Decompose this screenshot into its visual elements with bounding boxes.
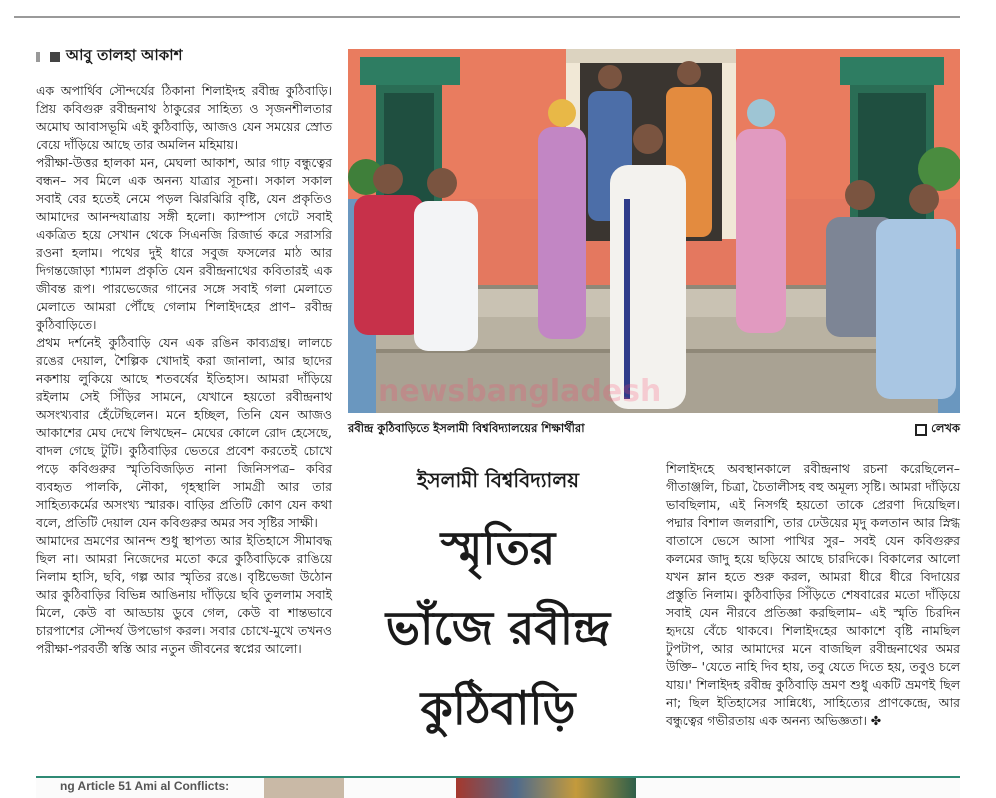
photo-credit xyxy=(915,420,960,439)
paragraph: শিলাইদহে অবস্থানকালে রবীন্দ্রনাথ রচনা করেছিলেন– গীতাঞ্জলি, চিত্রা, চৈতালীসহ বহু অমূল্য সৃষ্টি। আমরা দাঁড়িয়ে ভাবছিলাম, এই নিসর্গই হয়তো তাকে প্রেরণা দিয়েছিল। পদ্মার বিশাল জলরাশি, তার ঢেউয়ের মৃদু কলতান আর স্নিগ্ধ বাতাসে ভেসে আসা পাখির সুর– সবই যেন কবিগুরুর কলমের জাদু হয়ে ছড়িয়ে আছে চারদিকে। বিকালের আলো যখন ম্লান হতে শুরু করল, আমরা ধীরে ধীরে বিদায়ের প্রস্তুতি নিলাম। কুঠিবাড়ির সিঁড়িতে শেষবারের মতো দাঁড়িয়ে সবাই যেন নীরবে প্রতিজ্ঞা করছিলাম– এই স্মৃতি চিরদিন হৃদয়ে বেঁচে থাকবে। শিলাইদহের আকাশে বৃষ্টি নামছিল টুপটাপ, আর আমাদের মনে বাজছিল রবীন্দ্রনাথের অমর উক্তি– 'যেতে নাহি দিব হায়, তবু যেতে দিতে হয়, তবুও চলে যায়।' শিলাইদহ রবীন্দ্র কুঠিবাড়ি ভ্রমণ শুধু একটি ভ্রমণই ছিল না; ছিল ইতিহাসের সান্নিধ্যে, সাহিত্যের প্রাণকেন্দ্রে, আর বন্ধুত্বের গভীরতায় এক অনন্য অভিজ্ঞতা। ✤ xyxy=(666,461,960,728)
headline-line: ভাঁজে রবীন্দ্র xyxy=(385,601,611,655)
byline-square-icon xyxy=(50,52,60,62)
right-column xyxy=(666,460,960,730)
author-name: আবু তালহা আকাশ xyxy=(66,46,183,64)
photo-caption xyxy=(348,420,960,439)
paragraph: পরীক্ষা-উত্তর হালকা মন, মেঘলা আকাশ, আর গাঢ় বন্ধুত্বের বন্ধন– সব মিলে এক অনন্য যাত্রার সূচনা। সকাল সকাল সবাই বের হতেই নেমে পড়ল ঝিরঝিরি বৃষ্টি, যেন প্রকৃতিও আমাদের আনন্দযাত্রায় সঙ্গী হলো। ক্যাম্পাস গেটে সবাই একত্রিত হয়ে সেখান থেকে সিএনজি রিজার্ভ করে সরাসরি রওনা হলাম। পথের দুই ধারে সবুজ ফসলের মাঠ আর দিগন্তজোড়া শ্যামল প্রকৃতি যেন রবীন্দ্রনাথের কবিতারই এক জীবন্ত রূপ। পারভেজের গানের সঙ্গে সবাই গলা মেলাতে মেলাতে আমরা পৌঁছে গেলাম শিলাইদহের প্রাণ– রবীন্দ্র কুঠিবাড়িতে। xyxy=(36,155,332,332)
university-label: ইসলামী বিশ্ববিদ্যালয় xyxy=(416,468,580,492)
headline-line: কুঠিবাড়ি xyxy=(420,681,576,735)
teaser-image xyxy=(264,778,344,798)
top-rule xyxy=(14,16,960,18)
headline-line: স্মৃতির xyxy=(440,521,556,575)
credit-text: লেখক xyxy=(931,421,960,435)
byline xyxy=(36,44,336,69)
photo-illustration xyxy=(348,49,960,413)
byline-marker-icon xyxy=(36,52,40,62)
svg-text:newsbangladesh: newsbangladesh xyxy=(378,374,662,409)
paragraph: আমাদের ভ্রমণের আনন্দ শুধু স্থাপত্য আর ইতিহাসে সীমাবদ্ধ ছিল না। আমরা নিজেদের মতো করে কুঠিবাড়িকে রাঙিয়ে নিলাম হাসি, ছবি, গল্প আর স্মৃতির রঙে। বৃষ্টিভেজা উঠোন আর কুঠিবাড়ির বিভিন্ন আঙিনায় দাঁড়িয়ে ছবি তুললাম সবাই মিলে, কেউ বা আড্ডায় ডুবে গেল, কেউ বা শান্তভাবে চারপাশের সৌন্দর্য উপভোগ করল। সবার চোখে-মুখে তখনও পরীক্ষা-পরবর্তী স্বস্তি আর নতুন জীবনের স্বপ্নের আলো। xyxy=(36,533,332,656)
teaser-bookshelf-image xyxy=(456,778,636,798)
credit-box-icon xyxy=(915,424,927,436)
paragraph: এক অপার্থিব সৌন্দর্যের ঠিকানা শিলাইদহ রবীন্দ্র কুঠিবাড়ি। প্রিয় কবিগুরু রবীন্দ্রনাথ ঠাকুরের সাহিত্য ও সৃজনশীলতার অমোঘ আবাসভূমি এই কুঠিবাড়ি, আজও যেন সময়ের স্রোত বেয়ে দাঁড়িয়ে আছে তার অমলিন মহিমায়। xyxy=(36,83,332,152)
headline xyxy=(348,508,648,748)
next-article-band xyxy=(36,776,960,798)
group-photo xyxy=(348,49,960,413)
caption-text: রবীন্দ্র কুঠিবাড়িতে ইসলামী বিশ্ববিদ্যালয়ের শিক্ষার্থীরা xyxy=(348,421,585,435)
paragraph: প্রথম দর্শনেই কুঠিবাড়ি যেন এক রঙিন কাব্যগ্রন্থ। লালচে রঙের দেয়াল, শৈল্পিক খোদাই করা জানালা, আর ছাদের নকশায় লুকিয়ে আছে শতবর্ষের ইতিহাস। আমরা দাঁড়িয়ে রইলাম সেই সিঁড়ির সামনে, যেখানে হয়তো রবীন্দ্রনাথ অসংখ্যবার হেঁটেছিলেন। মনে হচ্ছিল, তিনি যেন আজও আকাশের মেঘ দেখে লিখছেন– মেঘের কোলে রোদ হেসেছে, বাদল গেছে টুটি। কুঠিবাড়ির ভেতরে প্রবেশ করতেই চোখে পড়ে কবিগুরুর স্মৃতিবিজড়িত নানা জিনিসপত্র– কবির ব্যবহৃত পালকি, নৌকা, গৃহস্থালি সামগ্রী আর তার সাহিত্যকর্মের অসংখ্য স্মারক। বাড়ির প্রতিটি কোণ যেন কথা বলে, প্রতিটি দেয়াল যেন কবিগুরুর অমর সব সৃষ্টির সাক্ষী। xyxy=(36,335,332,530)
next-article-teaser: ng Article 51 Ami al Conflicts: xyxy=(60,779,230,793)
left-column xyxy=(36,82,332,658)
